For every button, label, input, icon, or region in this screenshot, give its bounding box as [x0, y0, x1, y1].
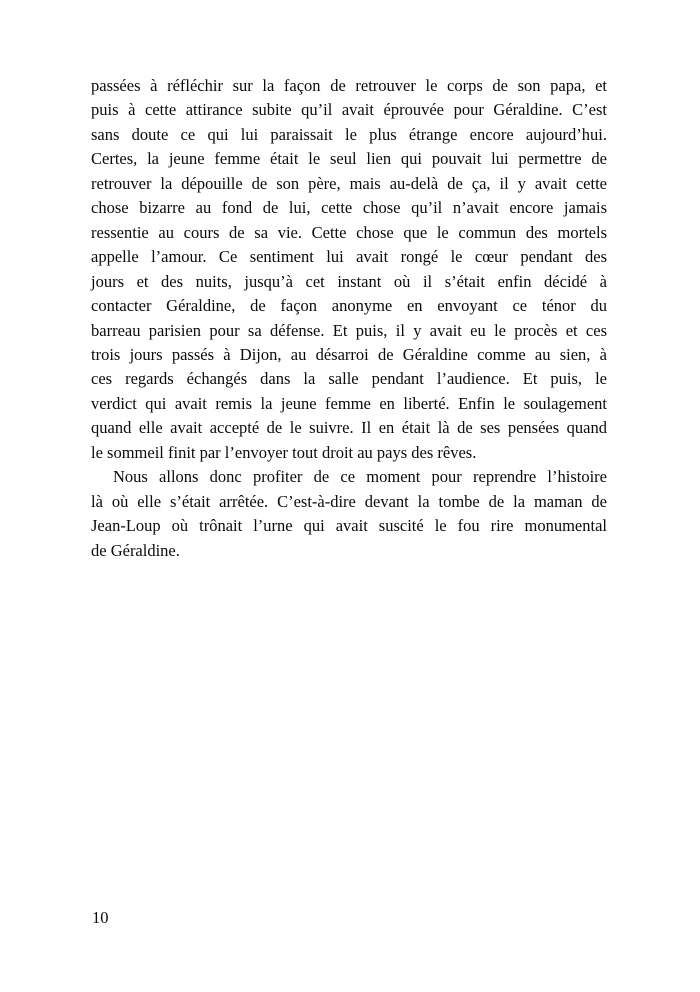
text-line: là où elle s’était arrêtée. C’est-à-dire devant la tombe de la maman de: [91, 491, 607, 511]
text-line: de Géraldine.: [91, 540, 180, 560]
text-line: appelle l’amour. Ce sentiment lui avait rongé le cœur pendant des: [91, 247, 607, 267]
text-line: barreau parisien pour sa défense. Et puis, il y avait eu le procès et ces: [91, 320, 607, 340]
text-line: contacter Géraldine, de façon anonyme en envoyant ce ténor du: [91, 296, 607, 316]
text-line: ces regards échangés dans la salle pendant l’audience. Et puis, le: [91, 369, 607, 389]
text-line: chose bizarre au fond de lui, cette chose qu’il n’avait encore jamais: [91, 198, 607, 218]
text-line: sans doute ce qui lui paraissait le plus étrange encore aujourd’hui.: [91, 124, 607, 144]
text-line: quand elle avait accepté de le suivre. Il en était là de ses pensées quand: [91, 418, 607, 438]
page-number: 10: [92, 908, 109, 927]
text-line: verdict qui avait remis la jeune femme en liberté. Enfin le soulagement: [91, 393, 607, 413]
text-line: Jean-Loup où trônait l’urne qui avait suscité le fou rire monumental: [91, 516, 607, 536]
text-line: jours et des nuits, jusqu’à cet instant où il s’était enfin décidé à: [91, 271, 607, 291]
page-body: [91, 74, 607, 563]
text-line: ressentie au cours de sa vie. Cette chose que le commun des mortels: [91, 222, 607, 242]
text-line: puis à cette attirance subite qu’il avait éprouvée pour Géraldine. C’est: [91, 100, 607, 120]
text-line: passées à réfléchir sur la façon de retrouver le corps de son papa, et: [91, 76, 607, 95]
text-line: le sommeil finit par l’envoyer tout droit au pays des rêves.: [91, 442, 477, 462]
text-line: Certes, la jeune femme était le seul lien qui pouvait lui permettre de: [91, 149, 607, 169]
text-line: retrouver la dépouille de son père, mais au-delà de ça, il y avait cette: [91, 173, 607, 193]
text-line: Nous allons donc profiter de ce moment pour reprendre l’histoire: [113, 467, 607, 487]
text-line: trois jours passés à Dijon, au désarroi de Géraldine comme au sien, à: [91, 344, 607, 364]
